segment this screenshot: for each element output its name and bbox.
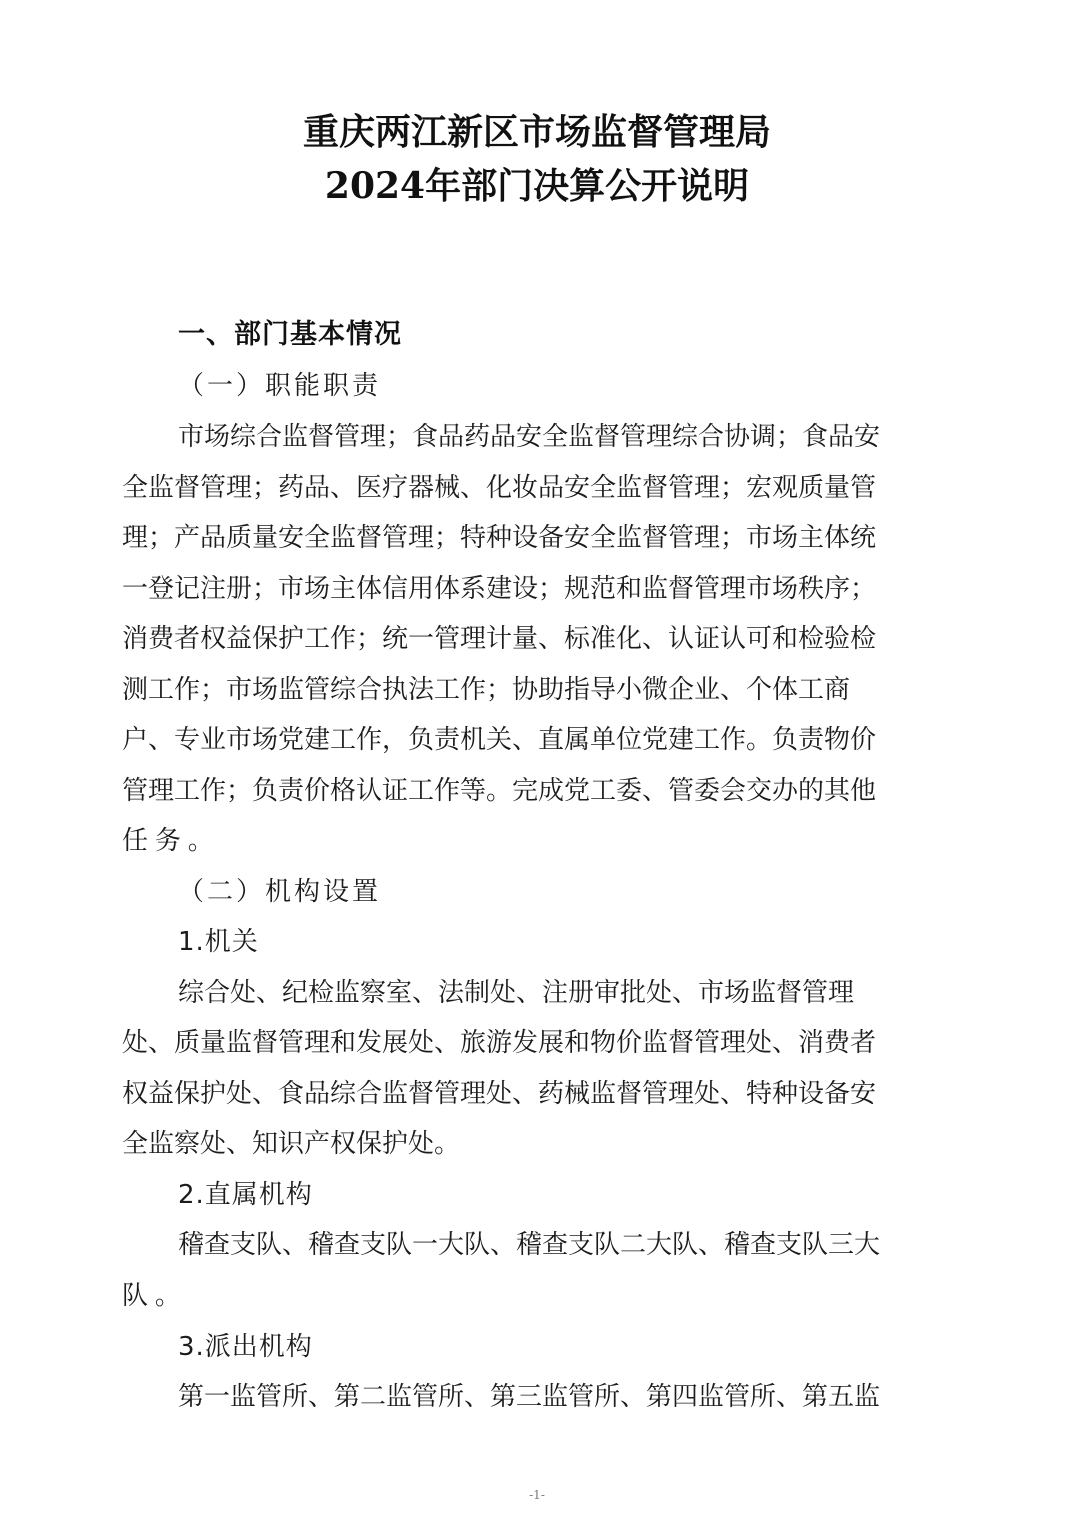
duties-paragraph-line: 任务。 [122, 826, 221, 856]
item-heading-direct-units: 2.直属机构 [178, 1180, 313, 1210]
item-heading-organs: 1.机关 [178, 927, 259, 957]
direct-units-paragraph-line: 队。 [122, 1281, 188, 1311]
duties-paragraph-line: 测工作；市场监管综合执法工作；协助指导小微企业、个体工商 [122, 675, 851, 705]
document-title-line-2: 2024年部门决算公开说明 [324, 165, 750, 207]
dispatched-units-paragraph-line: 第一监管所、第二监管所、第三监管所、第四监管所、第五监 [178, 1382, 881, 1412]
organs-paragraph-line: 处、质量监督管理和发展处、旅游发展和物价监督管理处、消费者 [122, 1028, 877, 1058]
duties-paragraph-line: 消费者权益保护工作；统一管理计量、标准化、认证认可和检验检 [122, 624, 877, 654]
subsection-heading-duties: （一）职能职责 [178, 371, 382, 401]
organs-paragraph-line: 综合处、纪检监察室、法制处、注册审批处、市场监督管理 [178, 978, 855, 1008]
duties-paragraph-line: 理；产品质量安全监督管理；特种设备安全监督管理；市场主体统 [122, 523, 877, 553]
duties-paragraph-line: 户、专业市场党建工作，负责机关、直属单位党建工作。负责物价 [122, 725, 877, 755]
organs-paragraph-line: 全监察处、知识产权保护处。 [122, 1129, 461, 1159]
duties-paragraph-line: 市场综合监督管理；食品药品安全监督管理综合协调；食品安 [178, 422, 881, 452]
section-heading-basic-info: 一、部门基本情况 [178, 319, 402, 350]
document-title-line-1: 重庆两江新区市场监督管理局 [302, 111, 771, 153]
duties-paragraph-line: 一登记注册；市场主体信用体系建设；规范和监督管理市场秩序； [122, 574, 877, 604]
duties-paragraph-line: 管理工作；负责价格认证工作等。完成党工委、管委会交办的其他 [122, 776, 877, 806]
direct-units-paragraph-line: 稽查支队、稽查支队一大队、稽查支队二大队、稽查支队三大 [178, 1230, 881, 1260]
organs-paragraph-line: 权益保护处、食品综合监督管理处、药械监督管理处、特种设备安 [122, 1079, 877, 1109]
item-heading-dispatched-units: 3.派出机构 [178, 1332, 313, 1362]
duties-paragraph-line: 全监督管理；药品、医疗器械、化妆品安全监督管理；宏观质量管 [122, 473, 877, 503]
page-number: -1- [529, 1488, 545, 1502]
subsection-heading-organization: （二）机构设置 [178, 877, 382, 907]
